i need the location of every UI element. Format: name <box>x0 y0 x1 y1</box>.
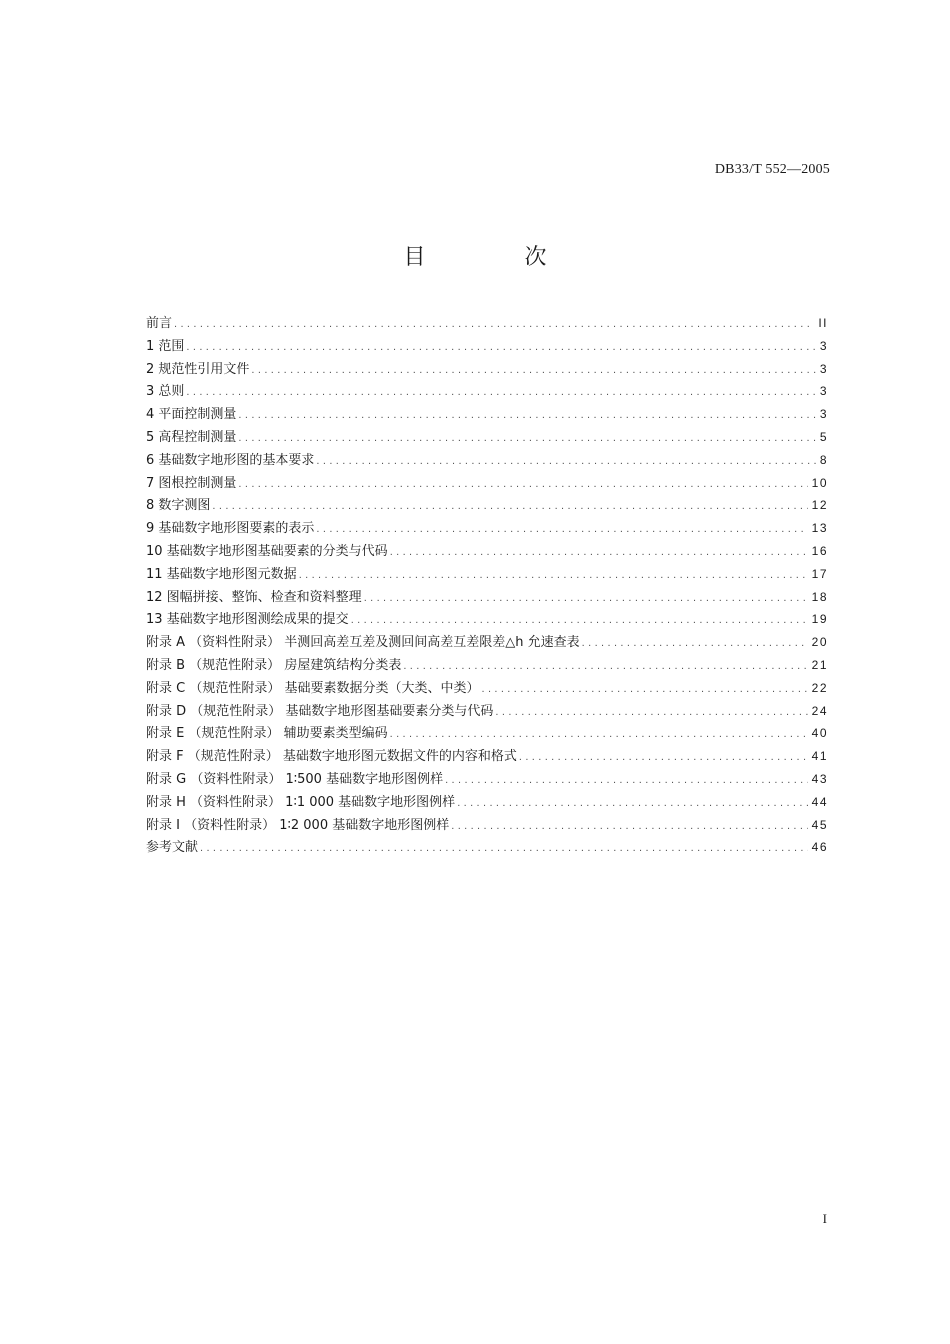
toc-entry-label: 11 基础数字地形图元数据 <box>146 566 297 582</box>
toc-entry-label: 附录 B （规范性附录） 房屋建筑结构分类表 <box>146 657 402 673</box>
toc-leader-dots <box>316 450 815 473</box>
toc-entry-page: 45 <box>811 817 828 832</box>
toc-leader-dots <box>200 837 808 860</box>
page-title: 目 次 <box>403 245 593 270</box>
toc-entry-page: 40 <box>811 726 828 741</box>
toc-entry[interactable] <box>146 494 828 517</box>
toc-entry-label: 10 基础数字地形图基础要素的分类与代码 <box>146 543 388 559</box>
toc-entry[interactable] <box>146 472 828 495</box>
toc-entry-page: 19 <box>811 612 828 627</box>
toc-entry-page: 21 <box>811 657 828 672</box>
toc-entry[interactable] <box>146 358 828 381</box>
toc-leader-dots <box>351 609 808 632</box>
toc-leader-dots <box>212 495 807 518</box>
toc-leader-dots <box>174 313 814 336</box>
toc-entry[interactable] <box>146 380 828 403</box>
toc-entry-page: 17 <box>811 566 828 581</box>
standard-code: DB33/T 552—2005 <box>714 162 830 177</box>
toc-entry-page: 44 <box>811 794 828 809</box>
toc-entry-label: 附录 A （资料性附录） 半测回高差互差及测回间高差互差限差△h 允速查表 <box>146 635 580 651</box>
toc-leader-dots <box>481 678 807 701</box>
toc-entry-page: 3 <box>819 407 828 422</box>
toc-entry-label: 前言 <box>146 316 173 331</box>
toc-entry-label: 1 范围 <box>146 338 185 354</box>
toc-entry-page: 18 <box>811 589 828 604</box>
toc-entry[interactable] <box>146 540 828 563</box>
toc-leader-dots <box>445 769 808 792</box>
toc-entry-page: 3 <box>819 384 828 399</box>
toc-entry-label: 附录 C （规范性附录） 基础要素数据分类（大类、中类） <box>146 680 480 696</box>
toc-entry-appendix[interactable] <box>146 677 828 700</box>
toc-entry-label: 9 基础数字地形图要素的表示 <box>146 521 315 537</box>
toc-leader-dots <box>403 655 807 678</box>
page-number: I <box>822 1211 827 1226</box>
toc-entry[interactable] <box>146 335 828 358</box>
toc-entry-label: 4 平面控制测量 <box>146 407 237 423</box>
toc-entry[interactable] <box>146 449 828 472</box>
toc-entry-page: 10 <box>811 475 828 490</box>
toc-leader-dots <box>495 701 807 724</box>
toc-entry-label: 附录 E （规范性附录） 辅助要素类型编码 <box>146 726 388 742</box>
table-of-contents <box>146 312 828 859</box>
toc-entry-page: 5 <box>819 429 828 444</box>
toc-leader-dots <box>186 336 815 359</box>
toc-entry-page: 43 <box>811 771 828 786</box>
toc-entry-label: 附录 G （资料性附录） 1∶500 基础数字地形图例样 <box>146 771 444 787</box>
toc-entry-label: 参考文献 <box>146 840 199 856</box>
toc-entry-page: 8 <box>819 452 828 467</box>
toc-entry-page: 13 <box>811 521 828 536</box>
toc-leader-dots <box>519 746 808 769</box>
toc-entry-page: 12 <box>811 498 828 513</box>
toc-entry-label: 2 规范性引用文件 <box>146 361 250 377</box>
toc-entry-label: 附录 I （资料性附录） 1∶2 000 基础数字地形图例样 <box>146 817 450 833</box>
toc-entry-appendix[interactable] <box>146 700 828 723</box>
toc-leader-dots <box>390 541 808 564</box>
toc-entry-appendix[interactable] <box>146 814 828 837</box>
toc-entry-appendix[interactable] <box>146 631 828 654</box>
toc-leader-dots <box>390 723 808 746</box>
toc-entry-label: 6 基础数字地形图的基本要求 <box>146 452 315 468</box>
toc-entry-page: 41 <box>811 749 828 764</box>
toc-entry-page: 16 <box>811 543 828 558</box>
toc-entry-appendix[interactable] <box>146 722 828 745</box>
toc-leader-dots <box>451 815 807 838</box>
toc-entry-page: 3 <box>819 338 828 353</box>
toc-entry-label: 附录 H （资料性附录） 1∶1 000 基础数字地形图例样 <box>146 794 456 810</box>
toc-entry-page: II <box>818 316 828 330</box>
toc-leader-dots <box>238 473 807 496</box>
toc-entry-appendix[interactable] <box>146 654 828 677</box>
toc-entry-page: 22 <box>811 680 828 695</box>
toc-leader-dots <box>251 359 815 382</box>
toc-entry-references[interactable] <box>146 836 828 859</box>
toc-entry-label: 3 总则 <box>146 384 185 400</box>
toc-leader-dots <box>582 632 808 655</box>
toc-entry-label: 8 数字测图 <box>146 498 211 514</box>
toc-entry[interactable] <box>146 586 828 609</box>
toc-entry-label: 附录 D （规范性附录） 基础数字地形图基础要素分类与代码 <box>146 703 494 719</box>
toc-leader-dots <box>457 792 807 815</box>
toc-entry-label: 12 图幅拼接、整饰、检查和资料整理 <box>146 589 362 605</box>
toc-entry-label: 附录 F （规范性附录） 基础数字地形图元数据文件的内容和格式 <box>146 749 517 765</box>
toc-entry-appendix[interactable] <box>146 745 828 768</box>
toc-entry-page: 24 <box>811 703 828 718</box>
toc-entry-appendix[interactable] <box>146 791 828 814</box>
toc-entry-page: 20 <box>811 635 828 650</box>
toc-entry[interactable] <box>146 426 828 449</box>
toc-entry[interactable] <box>146 517 828 540</box>
toc-leader-dots <box>299 564 808 587</box>
toc-entry[interactable] <box>146 312 828 335</box>
toc-leader-dots <box>364 587 808 610</box>
toc-entry-appendix[interactable] <box>146 768 828 791</box>
toc-entry-label: 7 图根控制测量 <box>146 475 237 491</box>
toc-entry[interactable] <box>146 608 828 631</box>
toc-entry[interactable] <box>146 403 828 426</box>
toc-leader-dots <box>186 381 815 404</box>
toc-leader-dots <box>238 427 815 450</box>
toc-entry-label: 13 基础数字地形图测绘成果的提交 <box>146 612 349 628</box>
toc-entry[interactable] <box>146 563 828 586</box>
toc-entry-page: 46 <box>811 840 828 855</box>
toc-leader-dots <box>316 518 807 541</box>
toc-entry-page: 3 <box>819 361 828 376</box>
toc-entry-label: 5 高程控制测量 <box>146 429 237 445</box>
toc-leader-dots <box>238 404 815 427</box>
